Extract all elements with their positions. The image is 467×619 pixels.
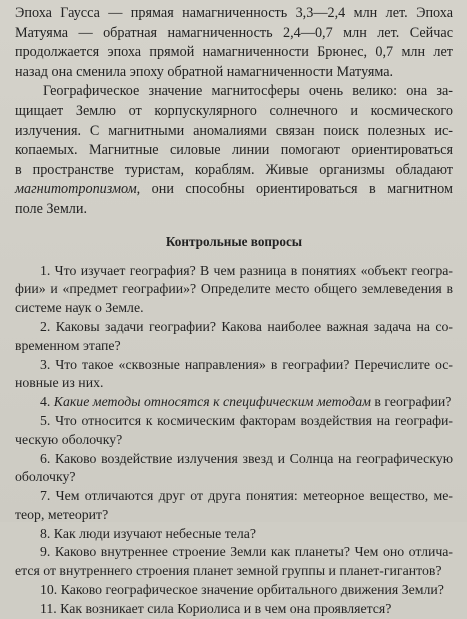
text-line: 6. Каково воздействие излучения звезд и Солнца на географическую (40, 450, 453, 466)
text-line (15, 393, 453, 412)
text-line: 8. Как люди изучают небесные тела? (40, 525, 256, 541)
text-line: ется от внутреннего строения планет земной группы и планет-гигантов? (15, 563, 442, 579)
text-line: Матуяма — обратная намагниченность 2,4—0,7 млн лет. Сейчас (15, 24, 453, 41)
question-item (15, 487, 453, 525)
question-item (15, 412, 453, 450)
paragraph-magnetosphere-significance (15, 82, 453, 219)
text-line: поле Земли. (15, 200, 88, 217)
text-line: 11. Как возникает сила Кориолиса и в чем она проявляется? (40, 600, 392, 616)
question-item (15, 262, 453, 318)
question-item (15, 356, 453, 394)
text-fragment: , они способны ориентироваться в магнитном (136, 181, 453, 198)
text-line: щищает Землю от корпускулярного солнечного и космического (15, 102, 453, 119)
questions-list (15, 262, 453, 619)
paragraph-magnetic-epochs (15, 4, 453, 82)
text-line: назад она сменила эпоху обратной намагниченности Матуяма. (15, 63, 394, 80)
question-item (15, 525, 453, 544)
text-fragment: в географии? (370, 394, 452, 410)
text-line: 10. Каково географическое значение орбитального движения Земли? (40, 582, 444, 598)
text-line: системе наук о Земле. (15, 300, 144, 316)
question-item (15, 450, 453, 488)
text-line: 2. Каковы задачи географии? Какова наиболее важная задача на со- (40, 318, 453, 334)
question-item (15, 581, 453, 600)
text-line: временном этапе? (15, 337, 121, 353)
text-line: 3. Что такое «сквозные направления» в географии? Перечислите ос- (40, 356, 453, 372)
question-item (15, 318, 453, 356)
text-line: новные из них. (15, 375, 104, 391)
text-line (15, 180, 453, 200)
text-line: излучения. С магнитными аномалиями связан поиск полезных ис- (15, 122, 453, 139)
text-line: 9. Каково внутреннее строение Земли как планеты? Чем оно отлича- (40, 544, 453, 560)
text-line: продолжается эпоха прямой намагниченности Брюнес, 0,7 млн лет (15, 44, 453, 61)
text-line: Географическое значение магнитосферы очень велико: она за- (43, 83, 453, 100)
text-line: 5. Что относится к космическим факторам воздействия на географи- (40, 412, 453, 428)
section-heading: Контрольные вопросы (165, 233, 303, 249)
question-item (15, 600, 453, 619)
text-line: в пространстве туристам, кораблям. Живые организмы обладают (15, 161, 453, 178)
question-item (15, 543, 453, 581)
text-line: оболочку? (15, 469, 76, 485)
text-line: ческую оболочку? (15, 431, 123, 447)
text-line: теор, метеорит? (15, 506, 109, 522)
italic-phrase: Какие методы относятся к специфическим методам (53, 394, 371, 410)
text-line: копаемых. Магнитные силовые линии помогают ориентироваться (15, 142, 453, 159)
question-item (15, 393, 453, 412)
question-number: 4. (40, 394, 54, 410)
text-line: фии» и «предмет географии»? Определите место общего землеведения в (15, 281, 453, 297)
text-line: Эпоха Гаусса — прямая намагниченность 3,3—2,4 млн лет. Эпоха (15, 5, 453, 21)
italic-term: магнитотропизмом (15, 181, 137, 198)
text-line: 1. Что изучает география? В чем разница в понятиях «объект геогра- (40, 262, 453, 278)
text-line: 7. Чем отличаются друг от друга понятия: метеорное вещество, ме- (40, 488, 453, 504)
